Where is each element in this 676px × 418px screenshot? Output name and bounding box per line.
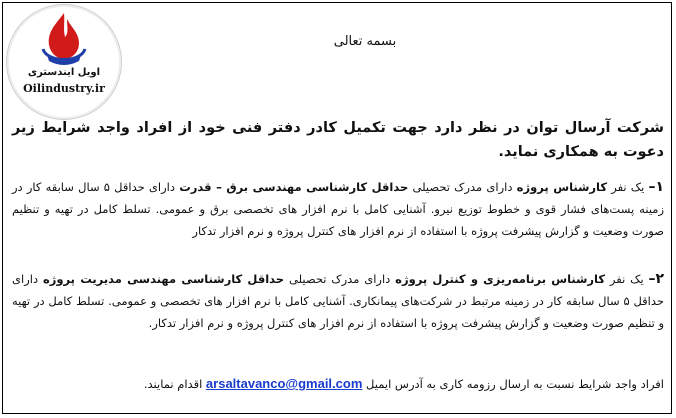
item-title: کارشناس برنامه‌ریزی و کنترل پروژه: [395, 272, 606, 286]
item-body: دارای حداقل ۵ سال سابقه کار در زمینه مرتبط در شرکت‌های پیمانکاری. آشنایی کامل با نرم افزار های تخصصی و عمومی. تسلط کامل در تهیه و تنظیم صورت وضعیت و گزارش پیشرفت پروژه با استفاده از نرم افزار های کنترل پروژه و نرم افزار تدکار.: [12, 272, 664, 330]
logo-text-en: Oilindustry.ir: [23, 82, 105, 95]
item-lead: یک نفر: [609, 272, 644, 286]
item-body: دارای حداقل ۵ سال سابقه کار در زمینه پست‌های فشار قوی و خطوط توزیع نیرو. آشنایی کامل با نرم افزار های تخصصی برق و عمومی. تسلط کامل در تهیه و تنظیم صورت وضعیت و گزارش پیشرفت پروژه با استفاده از نرم افزار های کنترل پروژه و نرم افزار تدکار: [12, 180, 664, 238]
item-lead: یک نفر: [611, 180, 645, 194]
footer-text-before: افراد واجد شرایط نسبت به ارسال رزومه کاری به آدرس ایمیل: [366, 377, 664, 391]
item-mid: دارای مدرک تحصیلی: [412, 180, 513, 194]
oilindustry-logo[interactable]: [6, 4, 122, 120]
email-link[interactable]: arsaltavanco@gmail.com: [205, 376, 363, 391]
item-degree: حداقل کارشناسی مهندسی مدیریت پروژه: [42, 272, 285, 286]
item-number: ۱–: [648, 179, 665, 195]
item-number: ۲–: [648, 271, 665, 287]
item-degree: حداقل کارشناسی مهندسی برق – قدرت: [179, 180, 409, 194]
footer-text-after: اقدام نمایند.: [143, 377, 203, 391]
document-header: بسمه تعالی: [333, 34, 397, 49]
item-title: کارشناس پروژه: [516, 180, 608, 194]
item-mid: دارای مدرک تحصیلی: [288, 272, 391, 286]
intro-paragraph: شرکت آرسال توان در نظر دارد جهت تکمیل کادر دفتر فنی خود از افراد واجد شرایط زیر دعوت به همکاری نماید.: [12, 120, 664, 160]
job-item-1: [12, 176, 664, 242]
logo-text-fa: اویل ایندستری: [27, 67, 101, 78]
flame-drop-icon: [7, 5, 121, 119]
footer-line: [12, 374, 664, 394]
job-item-2: [12, 268, 664, 334]
